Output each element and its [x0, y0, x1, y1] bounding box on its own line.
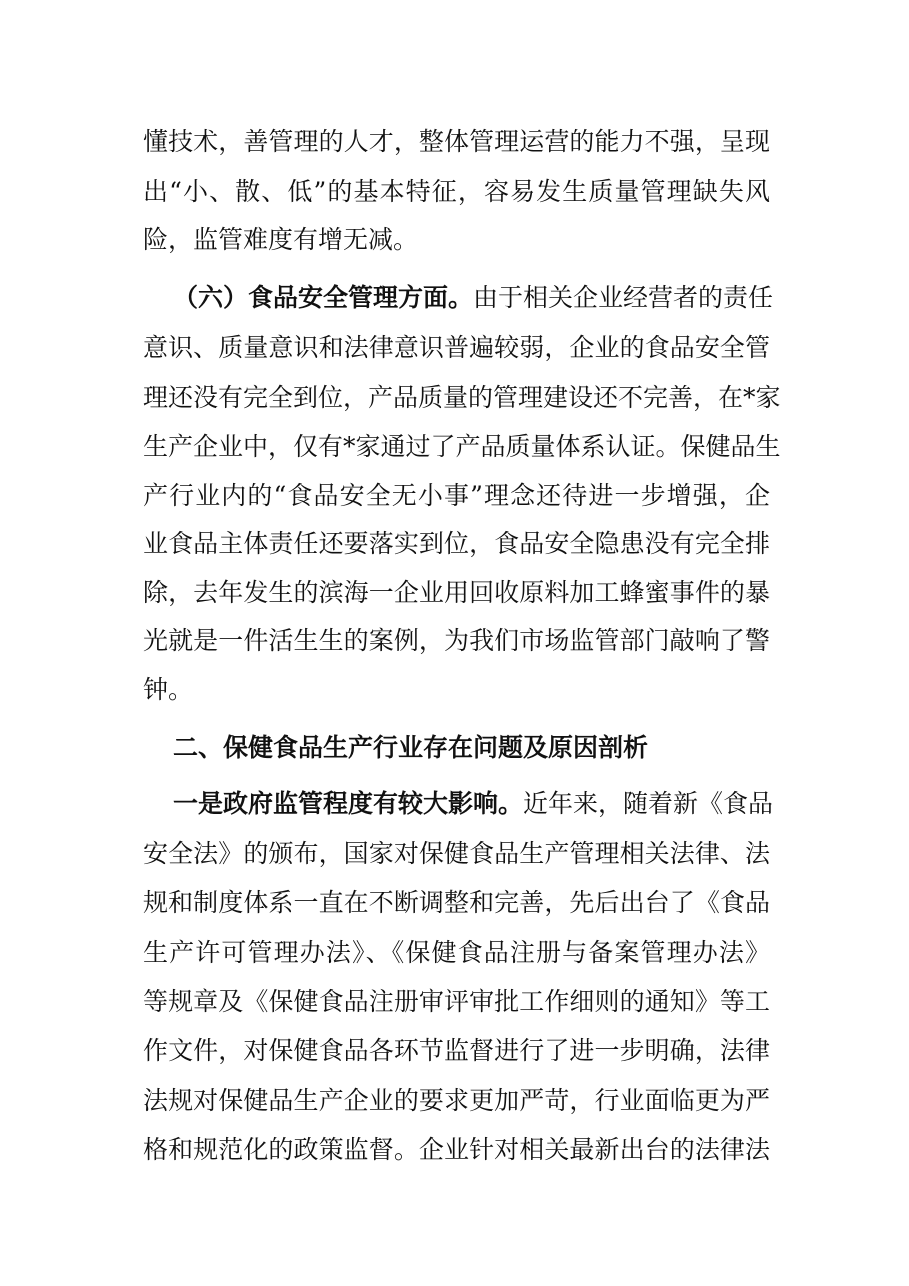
- section-heading: 二、保健食品生产行业存在问题及原因剖析: [173, 733, 649, 762]
- paragraph-3-line: 法规对保健品生产企业的要求更加严苛，行业面临更为严: [143, 1086, 770, 1115]
- paragraph-2-lead-bold: （六）食品安全管理方面。: [173, 283, 474, 312]
- paragraph-1-line: 懂技术，善管理的人才，整体管理运营的能力不强，呈现: [143, 127, 770, 156]
- paragraph-1-line: 险，监管难度有增无减。: [143, 225, 419, 254]
- paragraph-2-line: 意识、质量意识和法律意识普遍较弱，企业的食品安全管: [143, 333, 770, 362]
- paragraph-3-line: 规和制度体系一直在不断调整和完善，先后出台了《食品: [143, 888, 770, 917]
- paragraph-3-lead-rest: 近年来，随着新《食品: [523, 789, 774, 818]
- paragraph-3-line: 安全法》的颁布，国家对保健食品生产管理相关法律、法: [143, 839, 770, 868]
- paragraph-2-line: 光就是一件活生生的案例，为我们市场监管部门敲响了警: [143, 626, 770, 655]
- paragraph-2-line: 理还没有完全到位，产品质量的管理建设还不完善，在*家: [143, 383, 781, 412]
- paragraph-3-line: 格和规范化的政策监督。企业针对相关最新出台的法律法: [143, 1135, 770, 1164]
- paragraph-2-first-line: [173, 278, 774, 318]
- paragraph-3-first-line: [173, 784, 774, 824]
- paragraph-3-line: 生产许可管理办法》、《保健食品注册与备案管理办法》: [143, 938, 770, 967]
- paragraph-2-line: 产行业内的“食品安全无小事”理念还待进一步增强，企: [143, 481, 770, 510]
- paragraph-3-lead-bold: 一是政府监管程度有较大影响。: [173, 789, 524, 818]
- paragraph-2-line: 生产企业中，仅有*家通过了产品质量体系认证。保健品生: [143, 432, 781, 461]
- paragraph-2-lead-rest: 由于相关企业经营者的责任: [473, 283, 774, 312]
- paragraph-2-line: 业食品主体责任还要落实到位，食品安全隐患没有完全排: [143, 529, 770, 558]
- paragraph-1-line: 出“小、散、低”的基本特征，容易发生质量管理缺失风: [143, 177, 770, 206]
- paragraph-3-line: 作文件，对保健食品各环节监督进行了进一步明确，法律: [143, 1036, 770, 1065]
- paragraph-2-line: 钟。: [143, 675, 194, 704]
- paragraph-3-line: 等规章及《保健食品注册审评审批工作细则的通知》等工: [143, 987, 770, 1016]
- paragraph-2-line: 除，去年发生的滨海一企业用回收原料加工蜂蜜事件的暴: [143, 578, 770, 607]
